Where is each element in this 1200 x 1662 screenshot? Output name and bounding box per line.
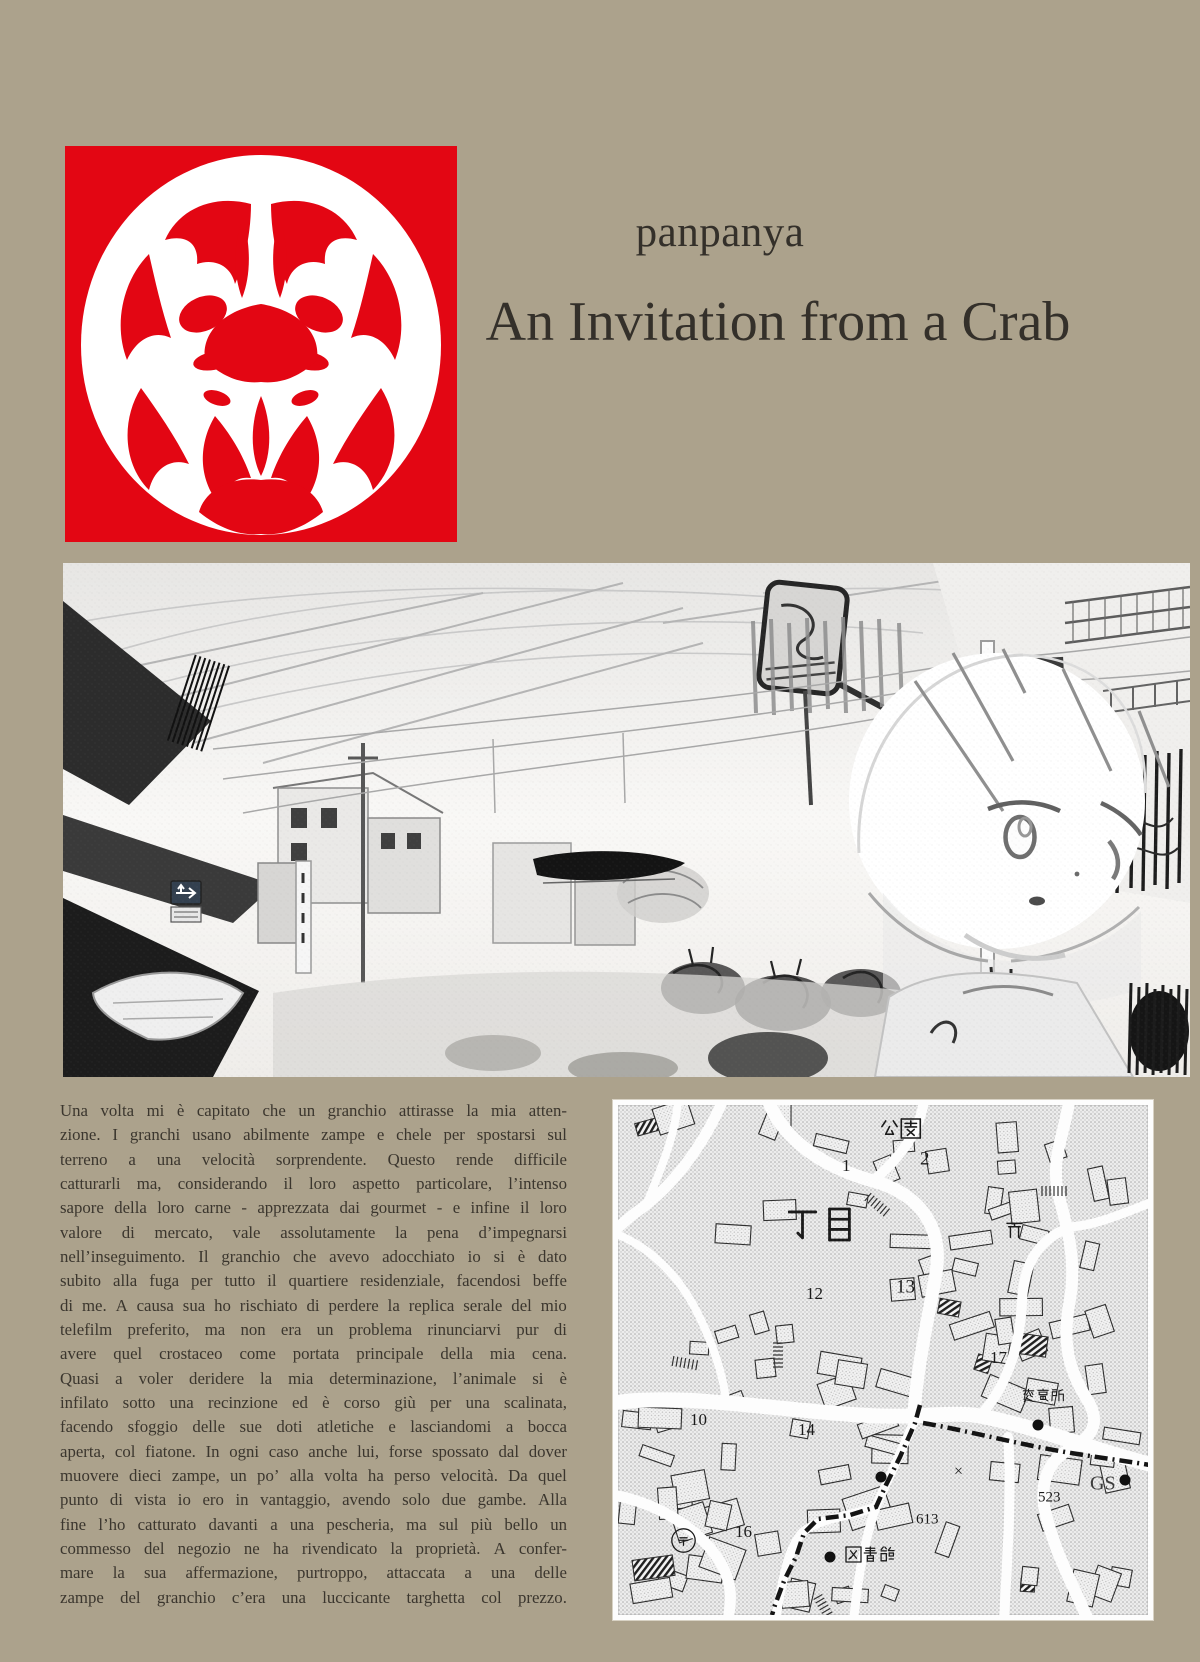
map-label <box>954 1463 963 1480</box>
map-label <box>1038 1489 1061 1505</box>
text-line: Una volta mi è capitato che un granchio attirasse la mia atten- <box>60 1101 567 1120</box>
map-label <box>896 1277 915 1298</box>
svg-text:14: 14 <box>798 1419 815 1439</box>
map-label <box>798 1420 816 1439</box>
map-dot-marker <box>1120 1475 1131 1486</box>
svg-text:523: 523 <box>1038 1489 1061 1506</box>
map-dot-marker <box>1033 1420 1044 1431</box>
text-line: Quasi a voler deridere la mia determinazione, l’animale si è <box>60 1368 567 1388</box>
neighborhood-map <box>613 1100 1153 1620</box>
text-line: catturarli ma, considerando il loro aspetto particolare, l’intenso <box>60 1173 567 1193</box>
svg-text:×: × <box>954 1463 964 1481</box>
text-line: commesso del negozio ne ha rivendicato la proprietà. A confer- <box>60 1538 567 1558</box>
text-line: zampe del granchio c’era una luccicante targhetta col prezzo. <box>60 1587 567 1607</box>
map-label <box>806 1284 823 1303</box>
svg-text:10: 10 <box>690 1409 707 1429</box>
map-label <box>842 1156 851 1175</box>
svg-text:GS: GS <box>1090 1472 1116 1495</box>
text-line: valore di mercato, vale assolutamente la pena d’impegnarsi <box>60 1222 567 1242</box>
text-line: muovere dieci zampe, un po’ alla volta ha perso velocità. Da quel <box>60 1465 567 1485</box>
svg-text:2: 2 <box>920 1148 930 1170</box>
text-line: terreno a una velocità sorprendente. Questo rende difficile <box>60 1149 567 1169</box>
text-line: facendo sfoggio delle sue doti atletiche e lasciandomi a bocca <box>60 1417 567 1437</box>
text-line: telefilm preferito, ma non era un problema rinunciarvi pur di <box>60 1319 567 1339</box>
street-illustration <box>63 563 1190 1077</box>
svg-text:1: 1 <box>842 1155 851 1175</box>
author-name: panpanya <box>635 209 805 256</box>
map-label <box>1090 1472 1116 1494</box>
svg-text:12: 12 <box>806 1283 823 1303</box>
map-label <box>690 1410 707 1429</box>
text-line: zione. I granchi usano abilmente zampe e chele per spostarsi sul <box>60 1125 567 1145</box>
svg-text:13: 13 <box>896 1276 915 1298</box>
map-label <box>990 1348 1008 1367</box>
map-label <box>920 1149 930 1170</box>
map-dot-marker <box>825 1552 836 1563</box>
text-line: subito alla fuga per tutto il quartiere residenziale, facendosi beffe <box>60 1271 567 1291</box>
text-line: sapore della loro carne - apprezzata dai gourmet - e infine il loro <box>60 1198 567 1218</box>
text-line: infilato sotto una recinzione ed è corso giù per una scalinata, <box>60 1392 567 1412</box>
svg-text:16: 16 <box>735 1521 752 1541</box>
book-title: An Invitation from a Crab <box>485 291 1071 353</box>
map-label <box>735 1522 752 1541</box>
text-line: di me. A causa sua ho rischiato di perdere la replica serale del mio <box>60 1295 567 1315</box>
text-line: aperta, col fiatone. In ogni caso anche lui, forse spossato dal dover <box>60 1441 567 1461</box>
map-label <box>916 1511 939 1527</box>
svg-text:17: 17 <box>990 1347 1007 1367</box>
text-line: avere quel crostaceo come portata principale della mia cena. <box>60 1344 567 1364</box>
map-dot-marker <box>876 1472 887 1483</box>
text-line: mare la sua affermazione, purtroppo, attaccata a una delle <box>60 1563 567 1583</box>
svg-text:613: 613 <box>916 1511 939 1528</box>
text-line: nell’inseguimento. Il granchio che avevo adocchiato io si è dato <box>60 1246 567 1266</box>
text-line: fine l’ho catturato davanti a una pescheria, ma sul più bello un <box>60 1514 567 1534</box>
synopsis-text <box>60 1099 567 1610</box>
text-line: punto di vista io ero in vantaggio, avendo solo due gambe. Alla <box>60 1490 567 1510</box>
